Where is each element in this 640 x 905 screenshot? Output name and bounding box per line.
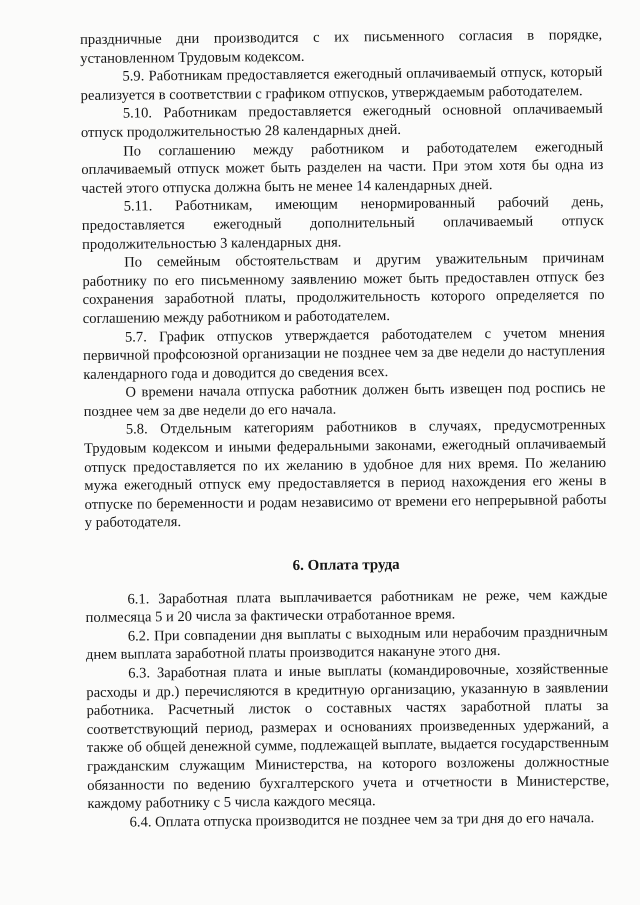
paragraph-6-4: 6.4. Оплата отпуска производится не позднее чем за три дня до его начала. <box>129 809 595 831</box>
section-6-title: 6. Оплата труда <box>292 556 400 575</box>
paragraph-5-11: 5.11. Работникам, имеющим ненормированный рабочий день, предоставляется ежегодный дополнительный оплачиваемый отпуск продолжительностью 3 календарных дня. <box>81 194 604 253</box>
paragraph-6-3: 6.3. Заработная плата и иные выплаты (командировочные, хозяйственные расходы и др.) перечисляются в кредитную организацию, указанную в заявлении работника. Расчетный листок о составных частях заработной платы за соответствующий период, размерах и основаниях произведенных удержаний, а также об общей денежной сумме, подлежащей выплате, выдается государственным гражданским служащим Министерства, на которого возложены должностные обязанности по ведению бухгалтерского учета и отчетности в Министерстве, каждому работнику с 5 числа каждого месяца. <box>86 660 610 813</box>
paragraph-6-1: 6.1. Заработная плата выплачивается работникам не реже, чем каждые полмесяца 5 и 20 числа за фактически отработанное время. <box>85 586 608 627</box>
paragraph-5-10: 5.10. Работникам предоставляется ежегодный основной оплачиваемый отпуск продолжительностью 28 календарных дней. <box>80 101 603 141</box>
paragraph-5-7: 5.7. График отпусков утверждается работодателем с учетом мнения первичной профсоюзной организации не позднее чем за две недели до наступления календарного года и доводится до сведения всех. <box>83 324 606 383</box>
paragraph-5-11-unpaid: По семейным обстоятельствам и другим уважительным причинам работнику по его письменному заявлению может быть предоставлен отпуск без сохранения заработной платы, продолжительность которого определяется по соглашению между работником и работодателем. <box>82 250 605 327</box>
paragraph-holiday-work-end: праздничные дни производится с их письменного согласия в порядке, установленном Трудовым кодексом. <box>80 26 603 67</box>
paragraph-5-8: 5.8. Отдельным категориям работников в случаях, предусмотренных Трудовым кодексом и иными федеральными законами, ежегодный оплачиваемый отпуск предоставляется по их желанию в удобное для них время. По желанию мужа ежегодный отпуск ему предоставляется в период нахождения его жены в отпуске по беременности и родам независимо от времени его непрерывной работы у работодателя. <box>83 417 607 532</box>
paragraph-5-10-split: По соглашению между работником и работодателем ежегодный оплачиваемый отпуск может быть разделен на части. При этом хотя бы одна из частей этого отпуска должна быть не менее 14 календарных дней. <box>81 138 604 197</box>
paragraph-5-9: 5.9. Работникам предоставляется ежегодный оплачиваемый отпуск, который реализуется в соответствии с графиком отпусков, утверждаемым работодателем. <box>80 64 603 104</box>
document-body <box>80 26 610 832</box>
paragraph-5-7-notice: О времени начала отпуска работник должен быть извещен под роспись не позднее чем за две недели до его начала. <box>83 380 606 420</box>
paragraph-6-2: 6.2. При совпадении дня выплаты с выходным или нерабочим праздничным днем выплата заработной платы производится накануне этого дня. <box>85 623 608 664</box>
